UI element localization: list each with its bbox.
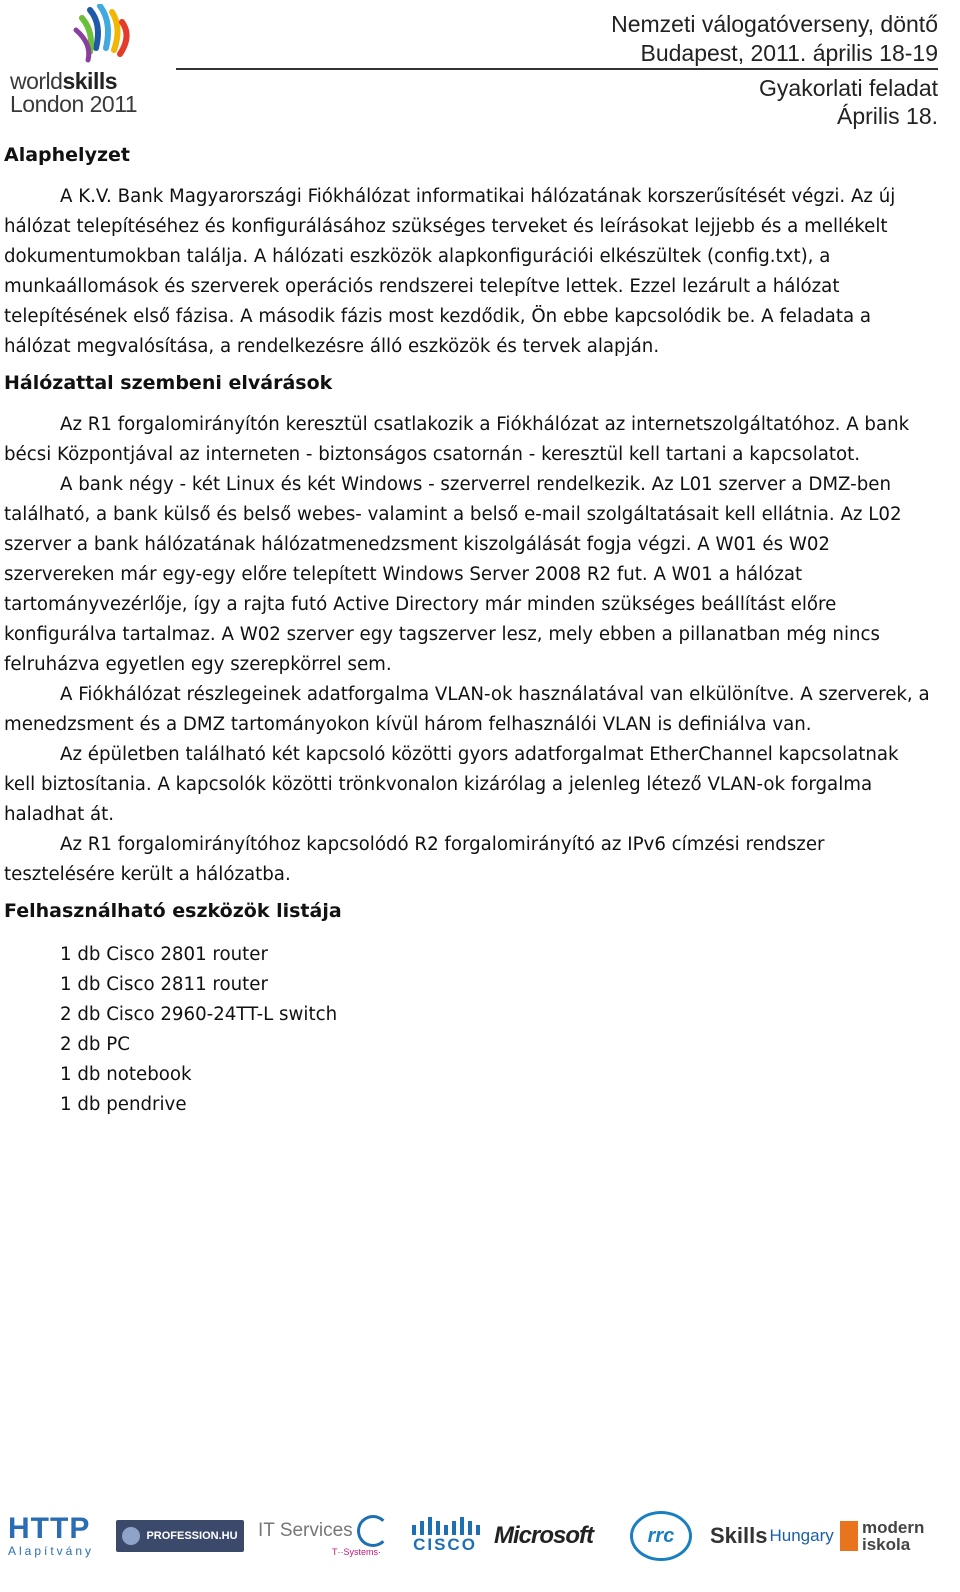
sponsor-profession: PROFESSION.HU	[116, 1508, 244, 1564]
requirements-paragraph-3: A Fiókhálózat részlegeinek adatforgalma VLAN-ok használatával van elkülönítve. A szerverek, a menedzsment és a DMZ tartományokon kívül három felhasználói VLAN is definiálva van.	[4, 684, 930, 735]
situation-paragraph: A K.V. Bank Magyarországi Fiókhálózat informatikai hálózatának korszerűsítését végzi. Az új hálózat telepítéséhez és konfigurálásához szükséges terveket és leírásokat lejjebb és a mellékelt dokumentumokban találja. A hálózati eszközök alapkonfigurációi elkészültek (config.txt), a munkaállomások és szerverek operációs rendszerei telepítve lettek. Ezzel lezárult a hálózat telepítésének első fázisa. A második fázis most kezdődik, Ön ebbe kapcsolódik be. A feladata a hálózat megvalósítása, a rendelkezésre álló eszközök és tervek alapján.	[4, 186, 896, 357]
sponsor-frc: rrc	[630, 1508, 696, 1564]
sponsor-http-alapitvany: HTTP Alapítvány	[8, 1512, 95, 1558]
event-title: Nemzeti válogatóverseny, döntő	[611, 11, 938, 37]
cisco-bars-icon	[410, 1517, 480, 1535]
device-item: 1 db Cisco 2811 router	[60, 974, 268, 995]
worldskills-swirl-icon	[62, 4, 142, 70]
c-logo-icon	[357, 1515, 389, 1547]
task-day: Április 18.	[837, 103, 938, 129]
document-body	[4, 140, 934, 1120]
modern-iskola-icon	[840, 1521, 858, 1551]
sponsor-cisco: CISCO	[404, 1508, 486, 1564]
profession-icon	[122, 1527, 140, 1545]
device-item: 2 db Cisco 2960-24TT-L switch	[60, 1004, 338, 1025]
header-divider	[176, 68, 938, 70]
requirements-paragraph-1: Az R1 forgalomirányítón keresztül csatlakozik a Fiókhálózat az internetszolgáltatóhoz. A bank bécsi Központjával az interneten - biztonságos csatornán - keresztül kell tartani a kapcsolatot.	[4, 414, 910, 465]
sponsor-modern-iskola: modern iskola	[840, 1508, 948, 1564]
logo-text-worldskills: worldskills	[10, 68, 118, 94]
worldskills-logo	[6, 4, 146, 117]
device-list	[60, 940, 934, 1120]
sponsor-skills-hungary: Skills Hungary	[710, 1523, 834, 1548]
device-item: 1 db pendrive	[60, 1094, 187, 1115]
sponsor-footer	[0, 1500, 960, 1580]
header-info	[611, 10, 938, 130]
sponsor-it-services: IT Services T··Systems·	[258, 1508, 388, 1564]
device-item: 1 db notebook	[60, 1064, 192, 1085]
requirements-paragraph-5: Az R1 forgalomirányítóhoz kapcsolódó R2 forgalomirányító az IPv6 címzési rendszer tesztelésére került a hálózatba.	[4, 834, 825, 885]
task-type: Gyakorlati feladat	[759, 75, 938, 101]
section-heading-situation: Alaphelyzet	[4, 144, 130, 166]
requirements-paragraph-4: Az épületben található két kapcsoló közötti gyors adatforgalmat EtherChannel kapcsolatnak kell biztosítania. A kapcsolók közötti trönkvonalon kizárólag a jelenleg létező VLAN-ok forgalma haladhat át.	[4, 744, 899, 825]
requirements-paragraph-2: A bank négy - két Linux és két Windows - szerverrel rendelkezik. Az L01 szerver a DMZ-ben található, a bank külső és belső webes- valamint a belső e-mail szolgáltatásait kell ellátnia. Az L02 szerver a bank hálózatának hálózatmenedzsment kiszolgálását fogja végzi. A W01 és W02 szervereken már egy-egy előre telepített Windows Server 2008 R2 fut. A W01 a hálózat tartományvezérlője, így a rajta futó Active Directory már minden szükséges beállítást előre konfigurálva tartalmaz. A W02 szerver egy tagszerver lesz, mely ebben a pillanatban még nincs felruházva egyetlen egy szerepkörrel sem.	[4, 474, 902, 675]
sponsor-microsoft: Microsoft	[494, 1522, 593, 1549]
event-location-date: Budapest, 2011. április 18-19	[640, 40, 938, 66]
section-heading-requirements: Hálózattal szembeni elvárások	[4, 372, 333, 394]
device-item: 2 db PC	[60, 1034, 130, 1055]
section-heading-devices: Felhasználható eszközök listája	[4, 900, 342, 922]
logo-text-london: London 2011	[10, 91, 138, 117]
device-item: 1 db Cisco 2801 router	[60, 944, 268, 965]
